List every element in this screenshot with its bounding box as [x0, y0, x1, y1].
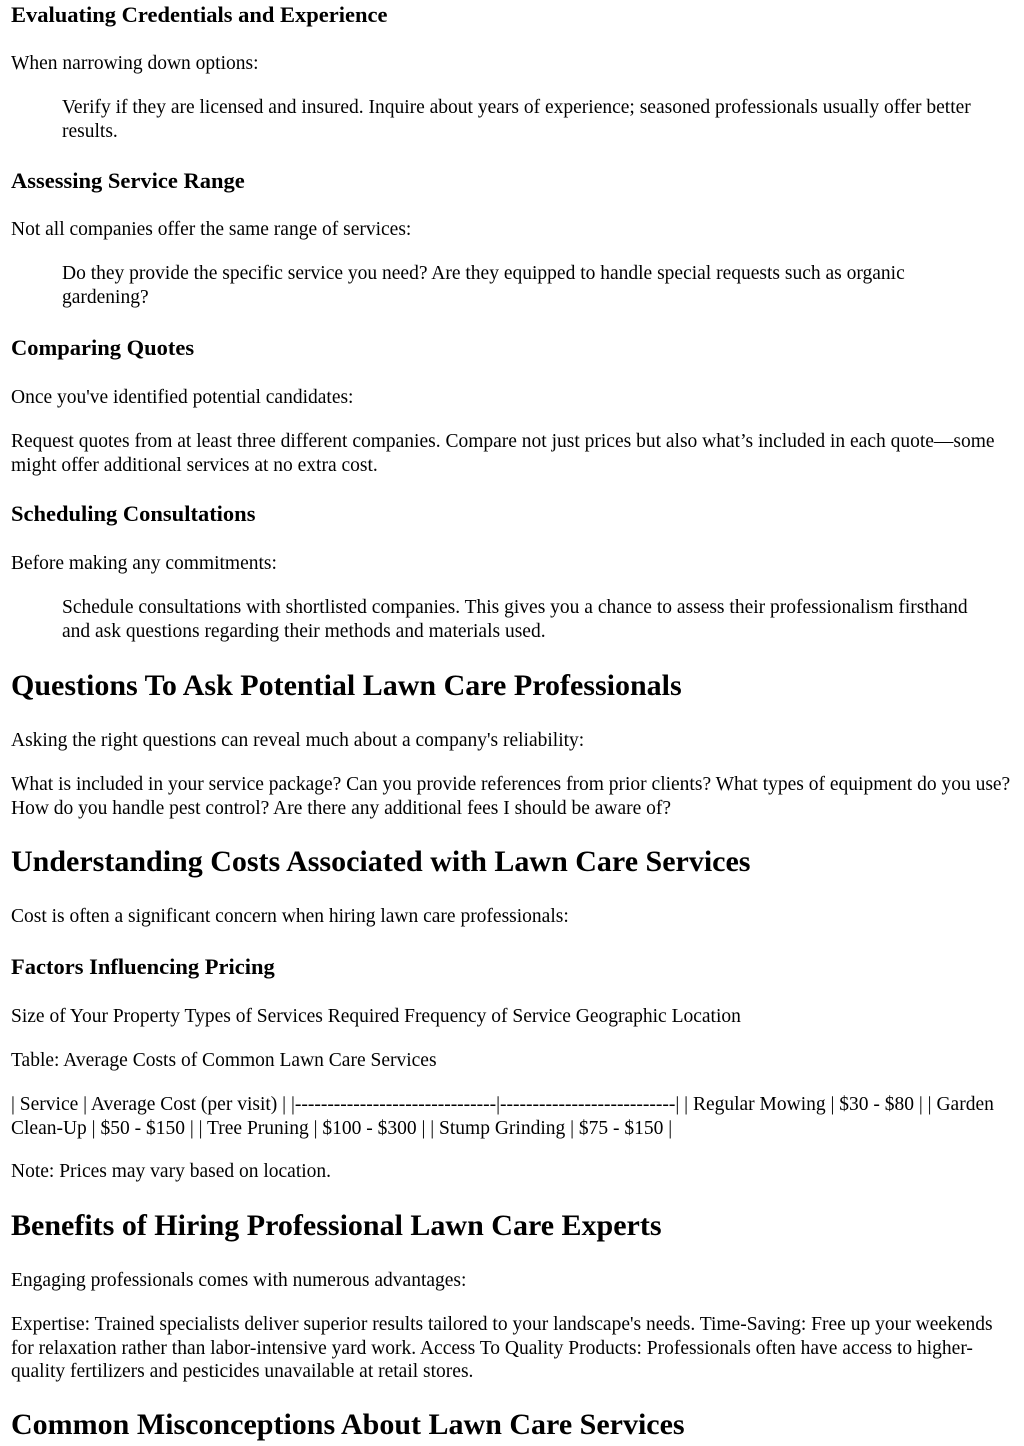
service-range-heading: Assessing Service Range: [11, 168, 245, 193]
benefits-intro: Engaging professionals comes with numerous advantages:: [11, 1270, 467, 1291]
misconceptions-heading: Common Misconceptions About Lawn Care Services: [11, 1408, 685, 1441]
quotes-body: Request quotes from at least three different companies. Compare not just prices but also what’s included in each quote—some might offer additional services at no extra cost.: [11, 431, 995, 476]
quotes-intro: Once you've identified potential candidates:: [11, 387, 354, 408]
service-range-quote: Do they provide the specific service you need? Are they equipped to handle special requests such as organic gardening?: [62, 263, 905, 308]
questions-heading: Questions To Ask Potential Lawn Care Professionals: [11, 669, 682, 702]
table-caption: Table: Average Costs of Common Lawn Care Services: [11, 1050, 437, 1071]
consultations-heading: Scheduling Consultations: [11, 501, 256, 526]
service-range-intro: Not all companies offer the same range of services:: [11, 219, 412, 240]
benefits-heading: Benefits of Hiring Professional Lawn Care Experts: [11, 1209, 662, 1242]
benefits-body: Expertise: Trained specialists deliver superior results tailored to your landscape's needs. Time-Saving: Free up your weekends for relaxation rather than labor-intensive yard work. Access To Quality Products: Professionals often have access to higher-quality fertilizers and pesticides unavailable at retail stores.: [11, 1314, 993, 1382]
cost-note: Note: Prices may vary based on location.: [11, 1161, 332, 1182]
credentials-quote: Verify if they are licensed and insured. Inquire about years of experience; seasoned professionals usually offer better results.: [62, 97, 971, 142]
questions-intro: Asking the right questions can reveal much about a company's reliability:: [11, 730, 585, 751]
quotes-heading: Comparing Quotes: [11, 335, 195, 360]
questions-body: What is included in your service package? Can you provide references from prior clients? What types of equipment do you use? How do you handle pest control? Are there any additional fees I should be aware of?: [11, 774, 1011, 819]
credentials-intro: When narrowing down options:: [11, 53, 259, 74]
factors-list: Size of Your Property Types of Services Required Frequency of Service Geographic Location: [11, 1006, 741, 1027]
costs-intro: Cost is often a significant concern when hiring lawn care professionals:: [11, 906, 569, 927]
factors-heading: Factors Influencing Pricing: [11, 954, 275, 979]
consultations-intro: Before making any commitments:: [11, 553, 277, 574]
consultations-quote: Schedule consultations with shortlisted companies. This gives you a chance to assess their professionalism firsthand and ask questions regarding their methods and materials used.: [62, 597, 968, 642]
credentials-heading: Evaluating Credentials and Experience: [11, 2, 388, 27]
cost-table-raw: | Service | Average Cost (per visit) | |-------------------------------|---------------------------| | Regular Mowing | $30 - $80 | | Garden Clean-Up | $50 - $150 | | Tree Pruning | $100 - $300 | | Stump Grinding | $75 - $150 |: [11, 1094, 994, 1139]
costs-heading: Understanding Costs Associated with Lawn Care Services: [11, 845, 751, 878]
